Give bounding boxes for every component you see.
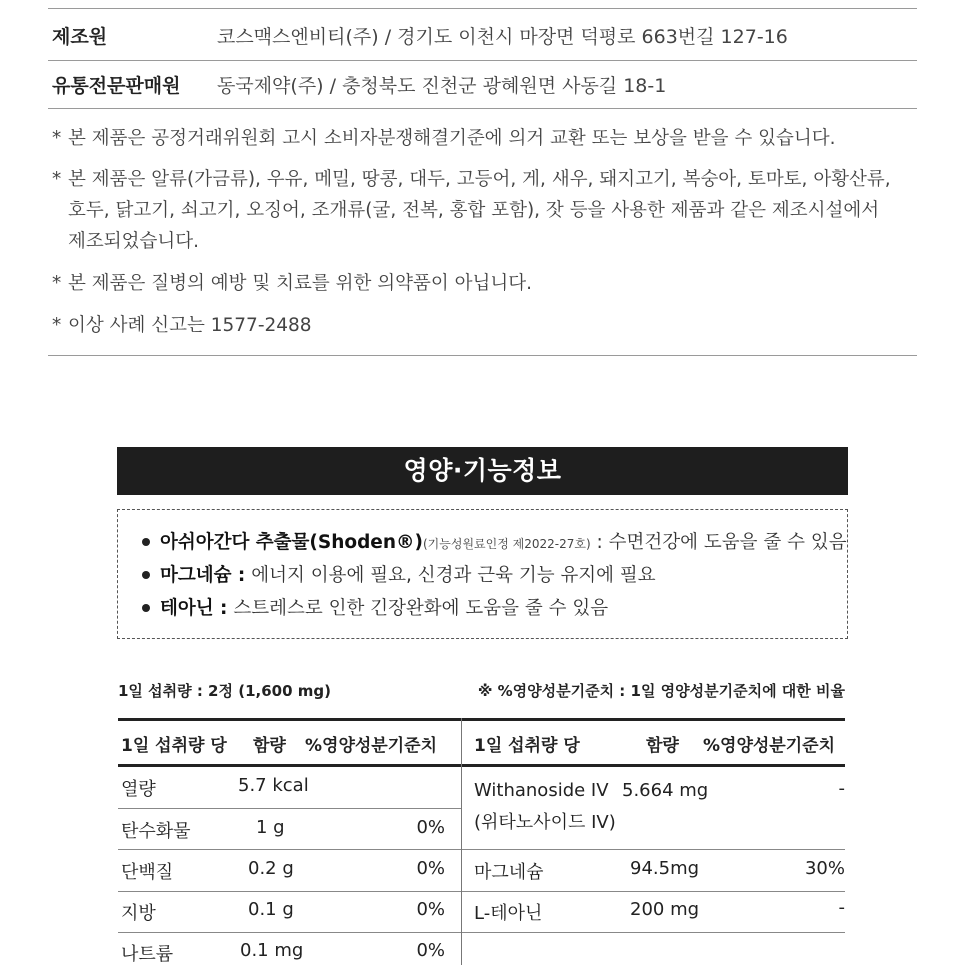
feature-note: (기능성원료인정 제2022-27호)	[422, 537, 591, 551]
nutrient-dv: 0%	[416, 858, 445, 879]
nutrient-name: 단백질	[121, 862, 174, 883]
table-header: 1일 섭취량 당	[121, 736, 227, 756]
feature-name: 테아닌 :	[160, 598, 228, 619]
table-row-divider	[118, 808, 461, 809]
feature-item	[142, 594, 608, 620]
nutrient-amount: 1 g	[256, 817, 285, 838]
table-header: 함량	[646, 736, 679, 756]
nutrient-dv: -	[838, 897, 845, 918]
nutrient-name: 열량	[121, 779, 156, 800]
bullet-icon	[142, 604, 150, 612]
feature-name: 마그네슘 :	[160, 565, 246, 586]
nutrient-amount: 0.1 g	[248, 899, 294, 920]
table-row-divider	[462, 849, 845, 850]
nutrient-amount: 94.5mg	[630, 858, 700, 879]
asterisk-icon: *	[52, 128, 62, 149]
nutrient-name: 나트륨	[121, 944, 174, 965]
asterisk-icon: *	[52, 273, 62, 294]
note-text: 제조되었습니다.	[68, 231, 199, 252]
feature-desc: : 수면건강에 도움을 줄 수 있음	[590, 532, 847, 553]
nutrient-dv: 0%	[416, 817, 445, 838]
table-header: %영양성분기준치	[703, 736, 835, 756]
table-row-divider	[462, 932, 845, 933]
note-report	[52, 310, 312, 341]
asterisk-icon: *	[52, 169, 62, 190]
nutrient-name-sub: (위타노사이드 IV)	[474, 812, 616, 833]
feature-desc: 에너지 이용에 필요, 신경과 근육 기능 유지에 필요	[245, 565, 656, 586]
table-row-divider	[118, 849, 461, 850]
nutrient-amount: 0.1 mg	[240, 940, 304, 961]
note-allergen	[52, 164, 912, 257]
section-title: 영양·기능정보	[117, 447, 848, 495]
nutrient-name: 마그네슘	[474, 862, 544, 883]
table-header: 함량	[253, 736, 286, 756]
top-divider	[48, 8, 917, 9]
table-header: 1일 섭취량 당	[474, 736, 580, 756]
nutrient-dv: 0%	[416, 899, 445, 920]
distributor-label: 유통전문판매원	[52, 75, 181, 97]
row-divider	[48, 60, 917, 61]
note-text: 이상 사례 신고는 1577-2488	[68, 315, 312, 336]
daily-value-note: ※ %영양성분기준치 : 1일 영양성분기준치에 대한 비율	[477, 682, 845, 700]
nutrient-name: 탄수화물	[121, 821, 191, 842]
distributor-value: 동국제약(주) / 충청북도 진천군 광혜원면 사동길 18-1	[217, 75, 667, 97]
feature-item	[142, 561, 656, 587]
asterisk-icon: *	[52, 315, 62, 336]
nutrient-name: Withanoside IV	[474, 780, 609, 801]
table-row-divider	[462, 891, 845, 892]
nutrient-amount: 200 mg	[630, 899, 700, 920]
row-divider	[48, 108, 917, 109]
table-center-divider	[461, 718, 462, 965]
serving-size: 1일 섭취량 : 2정 (1,600 mg)	[118, 682, 331, 700]
table-row-divider	[118, 891, 461, 892]
feature-box	[117, 509, 848, 639]
note-exchange	[52, 123, 836, 154]
note-text: 본 제품은 공정거래위원회 고시 소비자분쟁해결기준에 의거 교환 또는 보상을 받을 수 있습니다.	[68, 128, 836, 149]
table-header-border	[118, 764, 845, 767]
nutrient-name: 지방	[121, 903, 156, 924]
feature-desc: 스트레스로 인한 긴장완화에 도움을 줄 수 있음	[227, 598, 609, 619]
manufacturer-label: 제조원	[52, 26, 108, 48]
nutrient-amount: 0.2 g	[248, 858, 294, 879]
note-text: 호두, 닭고기, 쇠고기, 오징어, 조개류(굴, 전복, 홍합 포함), 잣 등을 사용한 제품과 같은 제조시설에서	[68, 200, 880, 221]
nutrient-amount: 5.7 kcal	[238, 775, 309, 796]
feature-name: 아쉬아간다 추출물(Shoden®)	[160, 532, 423, 553]
table-header: %영양성분기준치	[305, 736, 437, 756]
bullet-icon	[142, 538, 150, 546]
note-not-medicine	[52, 268, 532, 299]
nutrient-name: L-테아닌	[474, 903, 543, 924]
nutrient-amount: 5.664 mg	[622, 780, 709, 801]
nutrient-dv: 0%	[416, 940, 445, 961]
manufacturer-value: 코스맥스엔비티(주) / 경기도 이천시 마장면 덕평로 663번길 127-16	[217, 26, 788, 48]
nutrient-dv: -	[838, 778, 845, 799]
bullet-icon	[142, 571, 150, 579]
table-row-divider	[118, 932, 461, 933]
note-text: 본 제품은 알류(가금류), 우유, 메밀, 땅콩, 대두, 고등어, 게, 새우, 돼지고기, 복숭아, 토마토, 아황산류,	[68, 169, 891, 190]
note-text: 본 제품은 질병의 예방 및 치료를 위한 의약품이 아닙니다.	[68, 273, 532, 294]
table-top-border	[118, 718, 845, 721]
section-divider	[48, 355, 917, 356]
feature-item	[142, 528, 847, 554]
nutrient-dv: 30%	[804, 858, 845, 879]
